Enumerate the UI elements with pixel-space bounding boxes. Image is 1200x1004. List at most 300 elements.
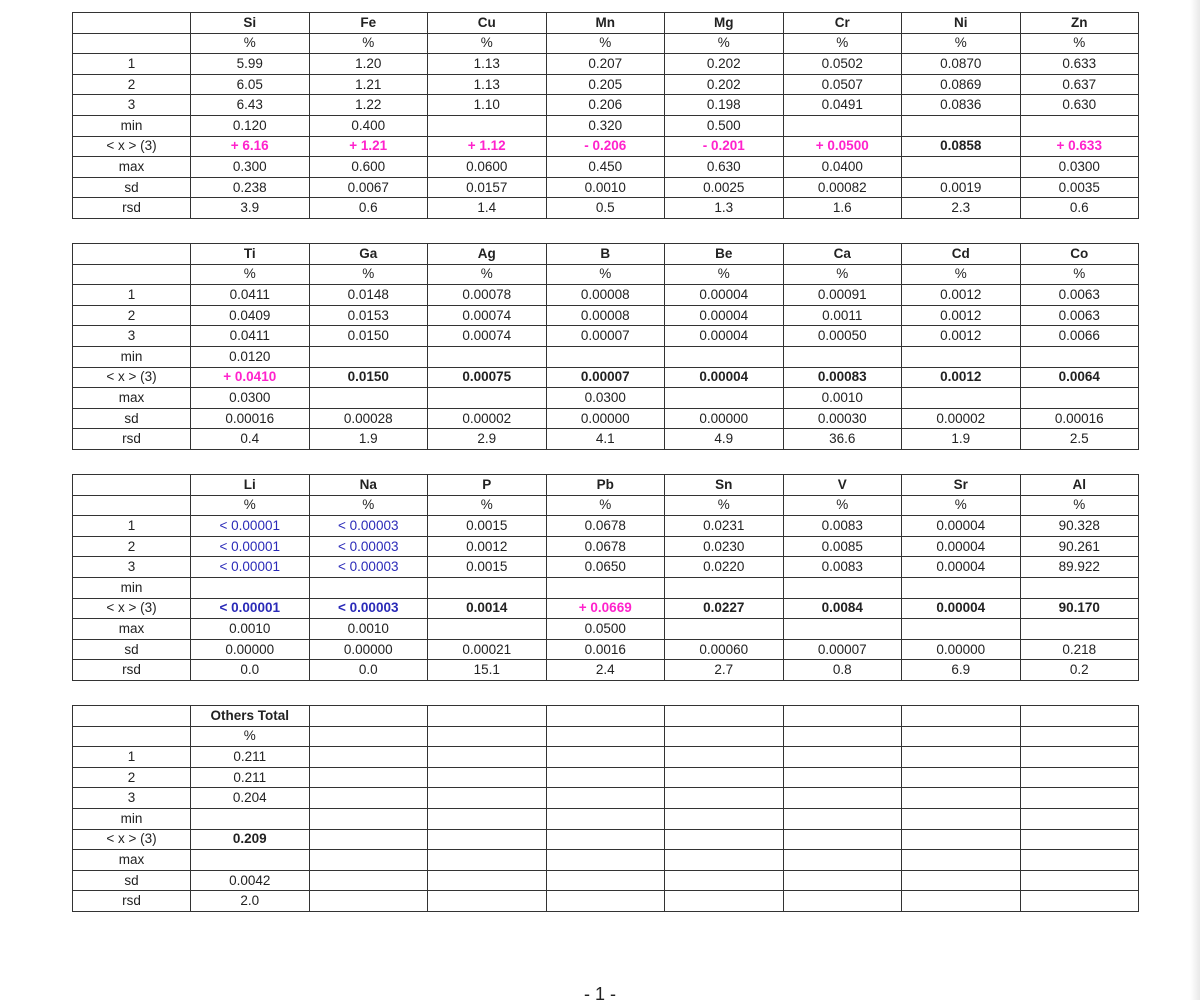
- value-cell: [1020, 850, 1139, 871]
- value-cell: 0.0300: [1020, 157, 1139, 178]
- unit-cell: [309, 726, 428, 747]
- element-header: Cu: [428, 13, 547, 34]
- unit-cell: [546, 726, 665, 747]
- value-cell: < 0.00001: [191, 516, 310, 537]
- value-cell: [1020, 115, 1139, 136]
- value-cell: 0.00016: [1020, 408, 1139, 429]
- mean-value-cell: + 0.0669: [546, 598, 665, 619]
- row-label: min: [73, 808, 191, 829]
- value-cell: 1.20: [309, 54, 428, 75]
- value-cell: 0.120: [191, 115, 310, 136]
- table-row: [73, 95, 1139, 116]
- mean-value-cell: 0.00083: [783, 367, 902, 388]
- value-cell: < 0.00001: [191, 536, 310, 557]
- value-cell: < 0.00003: [309, 536, 428, 557]
- value-cell: 0.633: [1020, 54, 1139, 75]
- unit-row: [73, 495, 1139, 516]
- mean-value-cell: 0.0084: [783, 598, 902, 619]
- element-header: Mg: [665, 13, 784, 34]
- table-row: [73, 408, 1139, 429]
- unit-cell: %: [902, 264, 1021, 285]
- value-cell: 0.00004: [665, 305, 784, 326]
- unit-cell: [1020, 726, 1139, 747]
- value-cell: 1.9: [309, 429, 428, 450]
- value-cell: [1020, 767, 1139, 788]
- value-cell: 0.198: [665, 95, 784, 116]
- table-row: [73, 660, 1139, 681]
- unit-cell: %: [783, 495, 902, 516]
- table-row: [73, 891, 1139, 912]
- row-label: 1: [73, 285, 191, 306]
- value-cell: 0.0012: [428, 536, 547, 557]
- value-cell: 2.7: [665, 660, 784, 681]
- unit-cell: [783, 726, 902, 747]
- value-cell: 0.00000: [546, 408, 665, 429]
- value-cell: 0.0015: [428, 557, 547, 578]
- value-cell: [1020, 788, 1139, 809]
- value-cell: 2.3: [902, 198, 1021, 219]
- value-cell: [665, 891, 784, 912]
- value-cell: 0.0500: [546, 619, 665, 640]
- row-label: rsd: [73, 429, 191, 450]
- value-cell: [902, 767, 1021, 788]
- value-cell: 0.0010: [546, 177, 665, 198]
- table-row: [73, 577, 1139, 598]
- element-header-row: [73, 244, 1139, 265]
- unit-cell: %: [428, 33, 547, 54]
- value-cell: [428, 577, 547, 598]
- results-table-block-2: [72, 243, 1139, 450]
- element-header: Co: [1020, 244, 1139, 265]
- element-header: Ni: [902, 13, 1021, 34]
- unit-cell: %: [546, 495, 665, 516]
- value-cell: [309, 808, 428, 829]
- value-cell: 0.0869: [902, 74, 1021, 95]
- table-row: [73, 326, 1139, 347]
- value-cell: [1020, 870, 1139, 891]
- value-cell: 6.9: [902, 660, 1021, 681]
- row-label: 3: [73, 326, 191, 347]
- value-cell: [665, 346, 784, 367]
- value-cell: [191, 808, 310, 829]
- unit-cell: %: [428, 495, 547, 516]
- value-cell: 0.6: [1020, 198, 1139, 219]
- value-cell: [428, 891, 547, 912]
- value-cell: 0.00002: [428, 408, 547, 429]
- value-cell: [902, 747, 1021, 768]
- row-label: 3: [73, 95, 191, 116]
- mean-value-cell: 0.00004: [665, 367, 784, 388]
- value-cell: [546, 891, 665, 912]
- row-label: min: [73, 346, 191, 367]
- table-row: [73, 136, 1139, 157]
- unit-cell: [428, 726, 547, 747]
- unit-cell: %: [309, 264, 428, 285]
- element-header: [309, 706, 428, 727]
- table-row: [73, 870, 1139, 891]
- element-header: Al: [1020, 475, 1139, 496]
- element-header: Ag: [428, 244, 547, 265]
- value-cell: [783, 850, 902, 871]
- mean-value-cell: + 6.16: [191, 136, 310, 157]
- value-cell: 0.0502: [783, 54, 902, 75]
- unit-cell: %: [783, 264, 902, 285]
- value-cell: 4.1: [546, 429, 665, 450]
- value-cell: 0.0148: [309, 285, 428, 306]
- row-label: < x > (3): [73, 367, 191, 388]
- unit-cell: %: [902, 33, 1021, 54]
- row-label: sd: [73, 408, 191, 429]
- unit-cell: %: [428, 264, 547, 285]
- value-cell: [1020, 346, 1139, 367]
- value-cell: 0.0: [309, 660, 428, 681]
- unit-row: [73, 33, 1139, 54]
- value-cell: [546, 870, 665, 891]
- value-cell: 0.00004: [902, 557, 1021, 578]
- value-cell: [1020, 388, 1139, 409]
- value-cell: [546, 850, 665, 871]
- value-cell: 0.00078: [428, 285, 547, 306]
- value-cell: 0.0120: [191, 346, 310, 367]
- value-cell: 1.4: [428, 198, 547, 219]
- unit-cell: %: [191, 726, 310, 747]
- mean-value-cell: 0.209: [191, 829, 310, 850]
- value-cell: 0.00004: [902, 516, 1021, 537]
- unit-cell: %: [546, 33, 665, 54]
- row-label: 3: [73, 557, 191, 578]
- value-cell: [665, 747, 784, 768]
- value-cell: [191, 577, 310, 598]
- value-cell: [902, 157, 1021, 178]
- value-cell: 0.630: [1020, 95, 1139, 116]
- value-cell: 0.00000: [309, 639, 428, 660]
- value-cell: [428, 747, 547, 768]
- table-row: [73, 639, 1139, 660]
- unit-cell: [902, 726, 1021, 747]
- element-header: Ga: [309, 244, 428, 265]
- value-cell: [428, 808, 547, 829]
- element-header: [546, 706, 665, 727]
- value-cell: [546, 577, 665, 598]
- element-header: [428, 706, 547, 727]
- value-cell: [309, 767, 428, 788]
- value-cell: [902, 808, 1021, 829]
- row-label: < x > (3): [73, 136, 191, 157]
- corner-cell: [73, 706, 191, 727]
- value-cell: 0.202: [665, 54, 784, 75]
- value-cell: 0.0870: [902, 54, 1021, 75]
- row-label: max: [73, 619, 191, 640]
- value-cell: 0.00082: [783, 177, 902, 198]
- value-cell: 0.0012: [902, 305, 1021, 326]
- results-table-block-3: [72, 474, 1139, 681]
- row-label: min: [73, 115, 191, 136]
- value-cell: 2.9: [428, 429, 547, 450]
- value-cell: 1.13: [428, 74, 547, 95]
- table-row: [73, 536, 1139, 557]
- value-cell: 1.9: [902, 429, 1021, 450]
- value-cell: [783, 788, 902, 809]
- mean-value-cell: < 0.00001: [191, 598, 310, 619]
- value-cell: [546, 346, 665, 367]
- value-cell: 0.0230: [665, 536, 784, 557]
- value-cell: 0.00004: [665, 285, 784, 306]
- value-cell: 6.05: [191, 74, 310, 95]
- value-cell: [783, 870, 902, 891]
- value-cell: [428, 619, 547, 640]
- element-header-row: [73, 13, 1139, 34]
- value-cell: 0.0411: [191, 285, 310, 306]
- mean-value-cell: + 0.0500: [783, 136, 902, 157]
- element-header: [783, 706, 902, 727]
- table-row: [73, 74, 1139, 95]
- value-cell: 0.00002: [902, 408, 1021, 429]
- unit-row-label: [73, 726, 191, 747]
- unit-cell: %: [665, 33, 784, 54]
- value-cell: 0.600: [309, 157, 428, 178]
- mean-value-cell: + 0.0410: [191, 367, 310, 388]
- value-cell: 0.300: [191, 157, 310, 178]
- table-row: [73, 198, 1139, 219]
- value-cell: 2.5: [1020, 429, 1139, 450]
- mean-value-cell: - 0.206: [546, 136, 665, 157]
- element-header: Pb: [546, 475, 665, 496]
- value-cell: [665, 808, 784, 829]
- value-cell: 2.4: [546, 660, 665, 681]
- value-cell: 0.450: [546, 157, 665, 178]
- value-cell: 0.0231: [665, 516, 784, 537]
- value-cell: 0.207: [546, 54, 665, 75]
- value-cell: [783, 346, 902, 367]
- element-header-row: [73, 706, 1139, 727]
- row-label: 2: [73, 536, 191, 557]
- value-cell: [428, 850, 547, 871]
- value-cell: 1.6: [783, 198, 902, 219]
- unit-row-label: [73, 33, 191, 54]
- value-cell: [1020, 619, 1139, 640]
- value-cell: 5.99: [191, 54, 310, 75]
- value-cell: 0.218: [1020, 639, 1139, 660]
- element-header: [665, 706, 784, 727]
- value-cell: 1.10: [428, 95, 547, 116]
- results-table-block-4: [72, 705, 1139, 912]
- value-cell: 6.43: [191, 95, 310, 116]
- value-cell: 0.238: [191, 177, 310, 198]
- table-row: [73, 305, 1139, 326]
- table-row: [73, 598, 1139, 619]
- value-cell: 0.6: [309, 198, 428, 219]
- corner-cell: [73, 13, 191, 34]
- value-cell: 0.0650: [546, 557, 665, 578]
- value-cell: 0.0157: [428, 177, 547, 198]
- value-cell: 0.0836: [902, 95, 1021, 116]
- row-label: 3: [73, 788, 191, 809]
- value-cell: 0.4: [191, 429, 310, 450]
- table-row: [73, 285, 1139, 306]
- element-header: Na: [309, 475, 428, 496]
- mean-value-cell: 0.0012: [902, 367, 1021, 388]
- corner-cell: [73, 475, 191, 496]
- value-cell: 0.0083: [783, 557, 902, 578]
- value-cell: 0.00000: [902, 639, 1021, 660]
- mean-value-cell: 0.0064: [1020, 367, 1139, 388]
- value-cell: 0.0011: [783, 305, 902, 326]
- mean-value-cell: [1020, 829, 1139, 850]
- table-row: [73, 516, 1139, 537]
- mean-value-cell: [902, 829, 1021, 850]
- value-cell: 0.0012: [902, 326, 1021, 347]
- row-label: sd: [73, 870, 191, 891]
- value-cell: [665, 870, 784, 891]
- value-cell: 0.00021: [428, 639, 547, 660]
- value-cell: [902, 891, 1021, 912]
- row-label: < x > (3): [73, 829, 191, 850]
- element-header: Ca: [783, 244, 902, 265]
- value-cell: 0.0409: [191, 305, 310, 326]
- value-cell: 0.0063: [1020, 285, 1139, 306]
- value-cell: [191, 850, 310, 871]
- unit-cell: %: [309, 33, 428, 54]
- mean-value-cell: + 0.633: [1020, 136, 1139, 157]
- value-cell: 0.00007: [783, 639, 902, 660]
- value-cell: [783, 891, 902, 912]
- value-cell: [783, 767, 902, 788]
- mean-value-cell: + 1.21: [309, 136, 428, 157]
- value-cell: [902, 577, 1021, 598]
- unit-cell: %: [191, 264, 310, 285]
- value-cell: [783, 577, 902, 598]
- value-cell: 0.00074: [428, 326, 547, 347]
- table-row: [73, 157, 1139, 178]
- value-cell: < 0.00001: [191, 557, 310, 578]
- value-cell: [902, 346, 1021, 367]
- value-cell: [902, 115, 1021, 136]
- value-cell: 0.400: [309, 115, 428, 136]
- unit-row: [73, 726, 1139, 747]
- table-row: [73, 54, 1139, 75]
- value-cell: 0.211: [191, 767, 310, 788]
- value-cell: 1.13: [428, 54, 547, 75]
- value-cell: 0.0300: [546, 388, 665, 409]
- element-header: B: [546, 244, 665, 265]
- row-label: max: [73, 157, 191, 178]
- value-cell: 90.328: [1020, 516, 1139, 537]
- value-cell: 0.8: [783, 660, 902, 681]
- mean-value-cell: 0.00075: [428, 367, 547, 388]
- row-label: max: [73, 388, 191, 409]
- unit-row-label: [73, 264, 191, 285]
- table-row: [73, 788, 1139, 809]
- element-header: Zn: [1020, 13, 1139, 34]
- element-header: Cd: [902, 244, 1021, 265]
- value-cell: [665, 619, 784, 640]
- value-cell: [428, 115, 547, 136]
- value-cell: 0.0220: [665, 557, 784, 578]
- value-cell: 0.00028: [309, 408, 428, 429]
- unit-cell: %: [191, 33, 310, 54]
- row-label: 1: [73, 516, 191, 537]
- mean-value-cell: + 1.12: [428, 136, 547, 157]
- element-header: Sr: [902, 475, 1021, 496]
- table-row: [73, 747, 1139, 768]
- value-cell: 0.00091: [783, 285, 902, 306]
- unit-cell: %: [191, 495, 310, 516]
- mean-value-cell: 0.0858: [902, 136, 1021, 157]
- row-label: 2: [73, 305, 191, 326]
- row-label: rsd: [73, 198, 191, 219]
- value-cell: [783, 808, 902, 829]
- table-row: [73, 429, 1139, 450]
- value-cell: 0.00004: [665, 326, 784, 347]
- value-cell: [1020, 808, 1139, 829]
- value-cell: 0.204: [191, 788, 310, 809]
- results-table-block-1: [72, 12, 1139, 219]
- value-cell: [902, 788, 1021, 809]
- unit-cell: %: [1020, 495, 1139, 516]
- unit-cell: %: [1020, 264, 1139, 285]
- unit-cell: %: [902, 495, 1021, 516]
- row-label: min: [73, 577, 191, 598]
- value-cell: 0.00060: [665, 639, 784, 660]
- value-cell: 0.0067: [309, 177, 428, 198]
- value-cell: [428, 870, 547, 891]
- value-cell: 0.0600: [428, 157, 547, 178]
- value-cell: [309, 891, 428, 912]
- value-cell: < 0.00003: [309, 516, 428, 537]
- row-label: max: [73, 850, 191, 871]
- page-number: - 1 -: [583, 984, 616, 1004]
- row-label: 1: [73, 54, 191, 75]
- mean-value-cell: 0.00007: [546, 367, 665, 388]
- value-cell: 0.00000: [191, 639, 310, 660]
- value-cell: 0.00008: [546, 305, 665, 326]
- value-cell: [309, 870, 428, 891]
- value-cell: 2.0: [191, 891, 310, 912]
- value-cell: 0.00016: [191, 408, 310, 429]
- table-row: [73, 115, 1139, 136]
- value-cell: [309, 346, 428, 367]
- value-cell: 0.0083: [783, 516, 902, 537]
- value-cell: 0.0: [191, 660, 310, 681]
- value-cell: [665, 577, 784, 598]
- value-cell: 15.1: [428, 660, 547, 681]
- value-cell: 0.0678: [546, 536, 665, 557]
- unit-cell: %: [783, 33, 902, 54]
- value-cell: 0.0507: [783, 74, 902, 95]
- value-cell: 0.0153: [309, 305, 428, 326]
- row-label: sd: [73, 177, 191, 198]
- value-cell: 0.0678: [546, 516, 665, 537]
- unit-row-label: [73, 495, 191, 516]
- element-header: [1020, 706, 1139, 727]
- value-cell: [665, 767, 784, 788]
- value-cell: 0.00030: [783, 408, 902, 429]
- value-cell: [546, 767, 665, 788]
- value-cell: 0.0150: [309, 326, 428, 347]
- element-header: Cr: [783, 13, 902, 34]
- value-cell: 0.0491: [783, 95, 902, 116]
- value-cell: 3.9: [191, 198, 310, 219]
- element-header: P: [428, 475, 547, 496]
- value-cell: [309, 577, 428, 598]
- value-cell: 0.211: [191, 747, 310, 768]
- table-row: [73, 388, 1139, 409]
- value-cell: [665, 388, 784, 409]
- table-row: [73, 619, 1139, 640]
- value-cell: [902, 388, 1021, 409]
- mean-value-cell: 0.0227: [665, 598, 784, 619]
- element-header: Li: [191, 475, 310, 496]
